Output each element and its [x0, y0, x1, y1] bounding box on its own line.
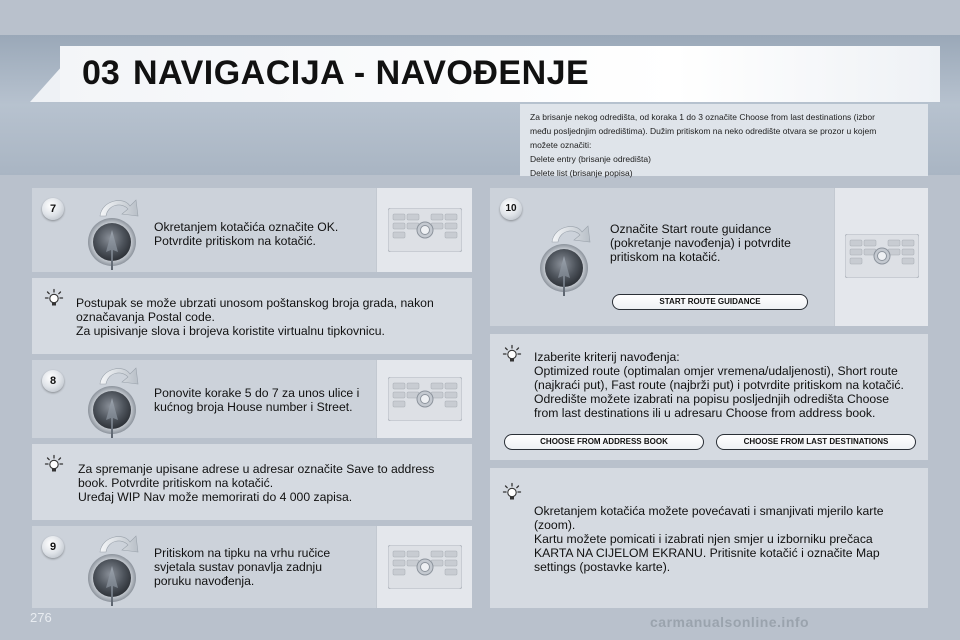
info-line: možete označiti: [530, 140, 592, 150]
page-title: NAVIGACIJA - NAVOĐENJE [133, 54, 590, 92]
tip-postal-code-card [32, 278, 472, 354]
step-8-line: Ponovite korake 5 do 7 za unos ulice i [154, 386, 360, 400]
tip-line: settings (postavke karte). [534, 560, 671, 574]
tip-line: (najkraći put), Fast route (najbrži put) i potvrdite pritiskom na kotačić. [534, 378, 904, 392]
tip-route-criteria-card [490, 334, 928, 460]
device-thumbnail [376, 188, 472, 272]
step-7-card [32, 188, 472, 272]
tip-line: Okretanjem kotačića možete povećavati i smanjivati mjerilo karte [534, 504, 884, 518]
device-thumbnail [834, 188, 928, 326]
tip-line: Odredište možete izabrati na popisu posljednjih odredišta Choose [534, 392, 890, 406]
delete-info-box [520, 104, 928, 176]
step-8-text [154, 386, 359, 414]
start-route-guidance-button[interactable]: START ROUTE GUIDANCE [612, 294, 808, 310]
tip-lightbulb-icon [502, 344, 522, 364]
step-10-text [610, 222, 791, 264]
tip-address-book-text [78, 462, 434, 504]
step-9-line: svjetala sustav ponavlja zadnju [154, 560, 323, 574]
step-7-line: Potvrdite pritiskom na kotačić. [154, 234, 316, 248]
radio-unit-icon [388, 377, 462, 421]
tip-map-zoom-card [490, 468, 928, 608]
chapter-number: 03 [82, 54, 120, 92]
tip-line: Uređaj WIP Nav može memorirati do 4 000 zapisa. [78, 490, 353, 504]
rotary-knob-icon [532, 218, 602, 298]
radio-unit-icon [388, 208, 462, 252]
tip-line: Za spremanje upisane adrese u adresar označite Save to address [78, 462, 435, 476]
info-line: među posljednjim odredištima). Dužim pritiskom na neko odredište otvara se prozor u kojem [530, 126, 877, 136]
step-10-line: Označite Start route guidance [610, 222, 772, 236]
tip-address-book-card [32, 444, 472, 520]
tip-route-criteria-text [534, 350, 904, 420]
tip-line: Izaberite kriterij navođenja: [534, 350, 680, 364]
step-9-line: Pritiskom na tipku na vrhu ručice [154, 546, 331, 560]
tip-line: označavanja Postal code. [76, 310, 215, 324]
choose-from-address-book-button[interactable]: CHOOSE FROM ADDRESS BOOK [504, 434, 704, 450]
choose-from-last-destinations-button[interactable]: CHOOSE FROM LAST DESTINATIONS [716, 434, 916, 450]
step-10-badge: 10 [500, 198, 522, 220]
step-9-card [32, 526, 472, 608]
tip-line: Za upisivanje slova i brojeva koristite virtualnu tipkovnicu. [76, 324, 385, 338]
step-10-line: pritiskom na kotačić. [610, 250, 721, 264]
step-9-text [154, 546, 330, 588]
tip-map-zoom-text [534, 504, 884, 574]
step-7-badge: 7 [42, 198, 64, 220]
step-9-line: poruku navođenja. [154, 574, 255, 588]
tip-lightbulb-icon [44, 288, 64, 308]
rotary-knob-icon [80, 528, 150, 608]
step-8-badge: 8 [42, 370, 64, 392]
step-7-line: Okretanjem kotačića označite OK. [154, 220, 339, 234]
tip-line: (zoom). [534, 518, 576, 532]
tip-line: Kartu možete pomicati i izabrati njen smjer u izborniku prečaca [534, 532, 873, 546]
device-thumbnail [376, 526, 472, 608]
radio-unit-icon [388, 545, 462, 589]
step-7-text [154, 220, 338, 248]
tip-lightbulb-icon [44, 454, 64, 474]
radio-unit-icon [845, 234, 919, 278]
step-9-badge: 9 [42, 536, 64, 558]
info-line: Delete list (brisanje popisa) [530, 168, 633, 178]
step-10-line: (pokretanje navođenja) i potvrdite [610, 236, 791, 250]
tip-line: Postupak se može ubrzati unosom poštanskog broja grada, nakon [76, 296, 434, 310]
step-8-card [32, 360, 472, 438]
tip-line: book. Potvrdite pritiskom na kotačić. [78, 476, 274, 490]
tip-line: Optimized route (optimalan omjer vremena/udaljenosti), Short route [534, 364, 898, 378]
tip-lightbulb-icon [502, 482, 522, 502]
page-number: 276 [30, 610, 52, 625]
rotary-knob-icon [80, 360, 150, 440]
tip-postal-code-text [76, 296, 434, 338]
step-8-line: kućnog broja House number i Street. [154, 400, 353, 414]
info-line: Za brisanje nekog odredišta, od koraka 1 do 3 označite Choose from last destinations (izbor [530, 112, 875, 122]
tip-line: from last destinations ili u adresaru Choose from address book. [534, 406, 876, 420]
info-line: Delete entry (brisanje odredišta) [530, 154, 651, 164]
watermark: carmanualsonline.info [650, 614, 810, 630]
step-10-card [490, 188, 928, 326]
device-thumbnail [376, 360, 472, 438]
tip-line: KARTA NA CIJELOM EKRANU. Pritisnite kotačić i označite Map [534, 546, 880, 560]
rotary-knob-icon [80, 192, 150, 272]
